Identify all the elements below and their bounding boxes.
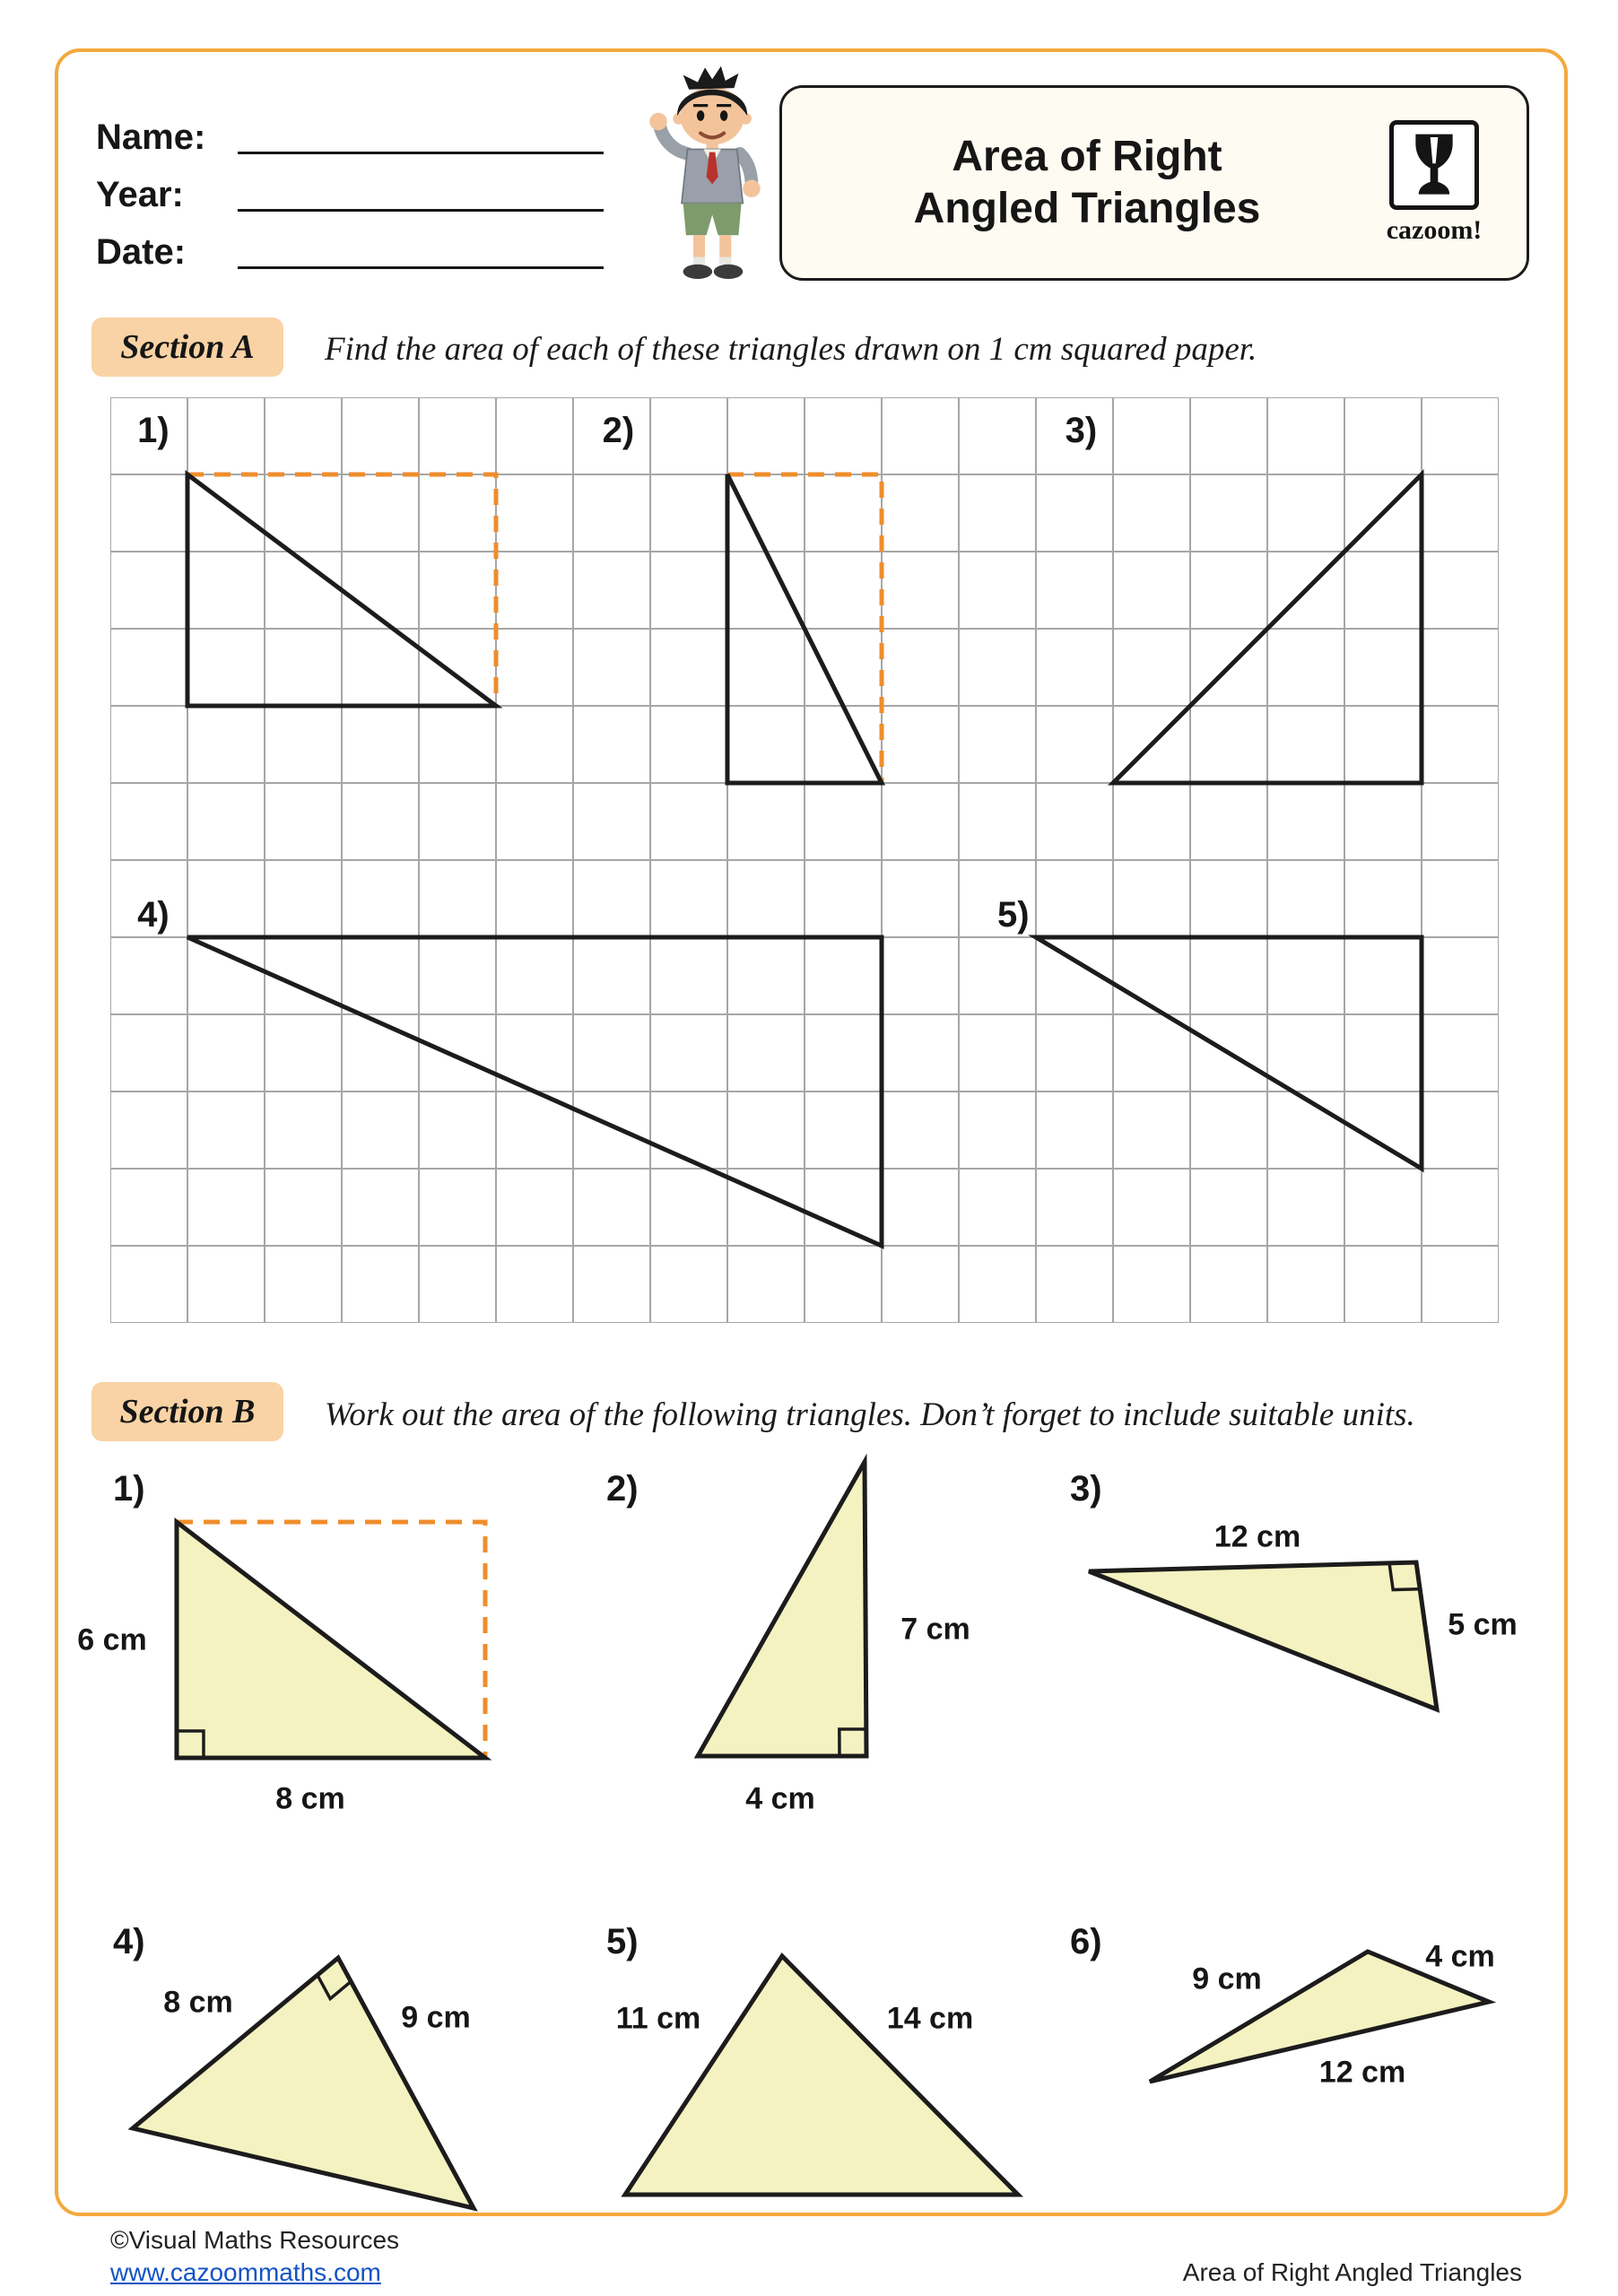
website-link[interactable]: www.cazoommaths.com [110,2258,381,2286]
dimension-label: 11 cm [615,2001,701,2036]
page-title-line2: Angled Triangles [913,185,1261,232]
name-label: Name: [96,117,206,157]
dimension-label: 8 cm [275,1781,345,1816]
dimension-label: 14 cm [886,2001,974,2036]
problem-b-number: 2) [606,1469,639,1509]
problem-b-number: 1) [113,1469,145,1509]
problem-a-number: 4) [137,894,170,935]
triangle-b3 [1089,1562,1437,1709]
triangle-b2 [698,1462,866,1756]
year-label: Year: [96,175,184,214]
problem-b-number: 4) [113,1922,145,1961]
section-a-instruction: Find the area of each of these triangles drawn on 1 cm squared paper. [325,331,1257,368]
problem-a-number: 1) [137,411,170,451]
copyright-text: ©Visual Maths Resources [110,2226,400,2254]
dimension-label: 9 cm [401,2000,471,2035]
problem-b-number: 3) [1070,1469,1102,1509]
dimension-label: 4 cm [745,1781,815,1816]
problem-a-number: 5) [997,894,1030,935]
dimension-label: 12 cm [1318,2055,1406,2090]
footer-document-title: Area of Right Angled Triangles [1182,2258,1522,2286]
dimension-label: 4 cm [1425,1939,1495,1974]
dimension-label: 8 cm [163,1985,233,2020]
dimension-label: 7 cm [900,1612,970,1647]
date-label: Date: [96,232,187,272]
section-b-heading: Section B [91,1382,283,1441]
triangle-b5 [625,1956,1018,2195]
dimension-label: 9 cm [1192,1961,1262,1996]
problem-b-number: 5) [606,1922,639,1961]
triangle-b6 [1150,1952,1489,2082]
dimension-label: 12 cm [1214,1519,1301,1554]
section-b-instruction: Work out the area of the following triangles. Don’t forget to include suitable units. [325,1396,1415,1433]
problem-a-number: 3) [1065,411,1098,451]
cazoom-wordmark: cazoom! [1386,215,1483,245]
problem-b-number: 6) [1070,1922,1102,1961]
dimension-label: 6 cm [77,1622,147,1657]
page-title-line1: Area of Right [952,133,1222,180]
triangle-b1 [177,1522,485,1758]
dimension-label: 5 cm [1448,1607,1518,1642]
problem-a-number: 2) [602,411,635,451]
section-a-heading: Section A [91,317,283,377]
triangle-b4 [133,1958,474,2208]
